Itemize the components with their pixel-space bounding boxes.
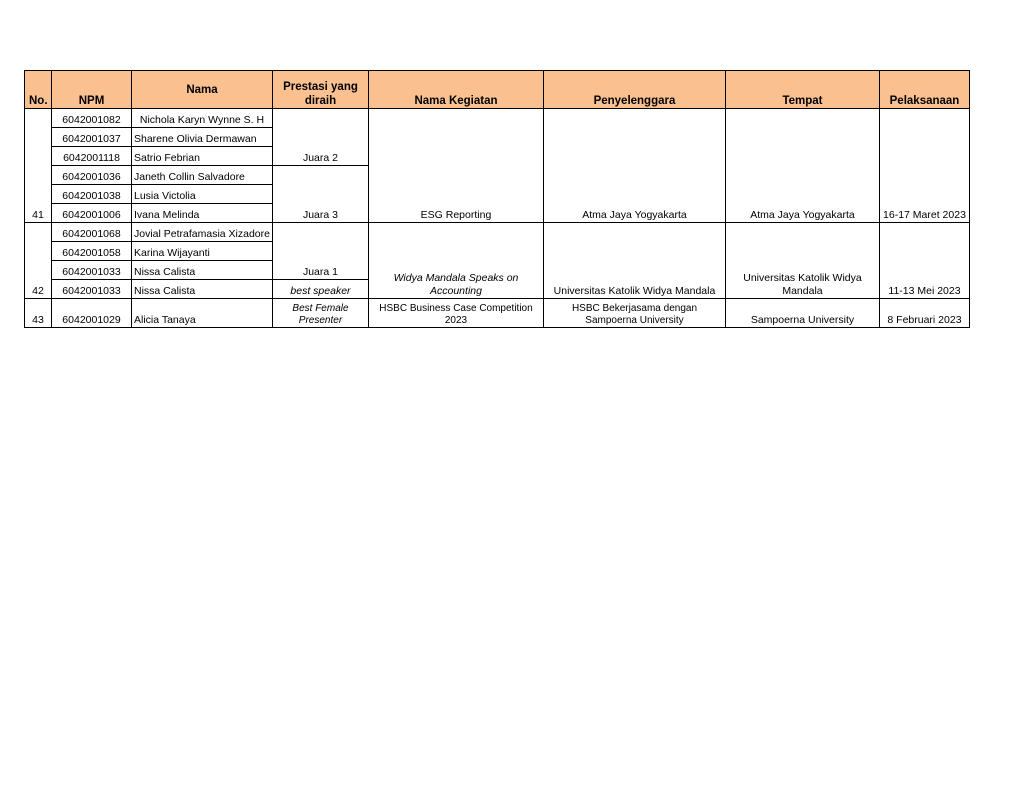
table-row (25, 223, 970, 242)
kegiatan-cell: HSBC Business Case Competition 2023 (368, 299, 543, 328)
prestasi-cell: Juara 2 (272, 109, 368, 166)
name-cell: Karina Wijayanti (132, 242, 273, 261)
npm-cell: 6042001033 (52, 261, 132, 280)
header-nama: Nama (132, 71, 273, 109)
row-number: 43 (25, 299, 52, 328)
pelaksanaan-cell: 16-17 Maret 2023 (879, 109, 969, 223)
name-cell: Janeth Collin Salvadore (132, 166, 273, 185)
kegiatan-cell: ESG Reporting (368, 109, 543, 223)
npm-cell: 6042001082 (52, 109, 132, 128)
table-row (25, 109, 970, 128)
tempat-cell: Atma Jaya Yogyakarta (725, 109, 879, 223)
npm-cell: 6042001029 (52, 299, 132, 328)
name-cell: Sharene Olivia Dermawan (132, 128, 273, 147)
header-penyelenggara: Penyelenggara (543, 71, 725, 109)
kegiatan-cell: Widya Mandala Speaks on Accounting (368, 223, 543, 299)
prestasi-cell: Juara 3 (272, 166, 368, 223)
name-cell: Ivana Melinda (132, 204, 273, 223)
header-pelaksanaan: Pelaksanaan (879, 71, 969, 109)
pelaksanaan-cell: 8 Februari 2023 (879, 299, 969, 328)
penyelenggara-cell: Universitas Katolik Widya Mandala (543, 223, 725, 299)
row-number: 41 (25, 109, 52, 223)
npm-cell: 6042001118 (52, 147, 132, 166)
row-number: 42 (25, 223, 52, 299)
name-cell: Jovial Petrafamasia Xizadore (132, 223, 273, 242)
name-cell: Nissa Calista (132, 280, 273, 299)
name-cell: Nichola Karyn Wynne S. H (132, 109, 273, 128)
npm-cell: 6042001037 (52, 128, 132, 147)
header-prestasi: Prestasi yang diraih (272, 71, 368, 109)
header-tempat: Tempat (725, 71, 879, 109)
npm-cell: 6042001058 (52, 242, 132, 261)
penyelenggara-cell: Atma Jaya Yogyakarta (543, 109, 725, 223)
npm-cell: 6042001033 (52, 280, 132, 299)
header-kegiatan: Nama Kegiatan (368, 71, 543, 109)
table-row (25, 299, 970, 328)
penyelenggara-cell: HSBC Bekerjasama dengan Sampoerna University (543, 299, 725, 328)
npm-cell: 6042001006 (52, 204, 132, 223)
name-cell: Nissa Calista (132, 261, 273, 280)
prestasi-cell: Best Female Presenter (272, 299, 368, 328)
tempat-cell: Universitas Katolik Widya Mandala (725, 223, 879, 299)
prestasi-cell: best speaker (272, 280, 368, 299)
npm-cell: 6042001036 (52, 166, 132, 185)
npm-cell: 6042001068 (52, 223, 132, 242)
tempat-cell: Sampoerna University (725, 299, 879, 328)
header-npm: NPM (52, 71, 132, 109)
header-row (25, 71, 970, 109)
pelaksanaan-cell: 11-13 Mei 2023 (879, 223, 969, 299)
name-cell: Alicia Tanaya (132, 299, 273, 328)
name-cell: Lusia Victolia (132, 185, 273, 204)
header-no: No. (25, 71, 52, 109)
prestasi-cell: Juara 1 (272, 223, 368, 280)
npm-cell: 6042001038 (52, 185, 132, 204)
name-cell: Satrio Febrian (132, 147, 273, 166)
achievements-table (24, 70, 970, 328)
